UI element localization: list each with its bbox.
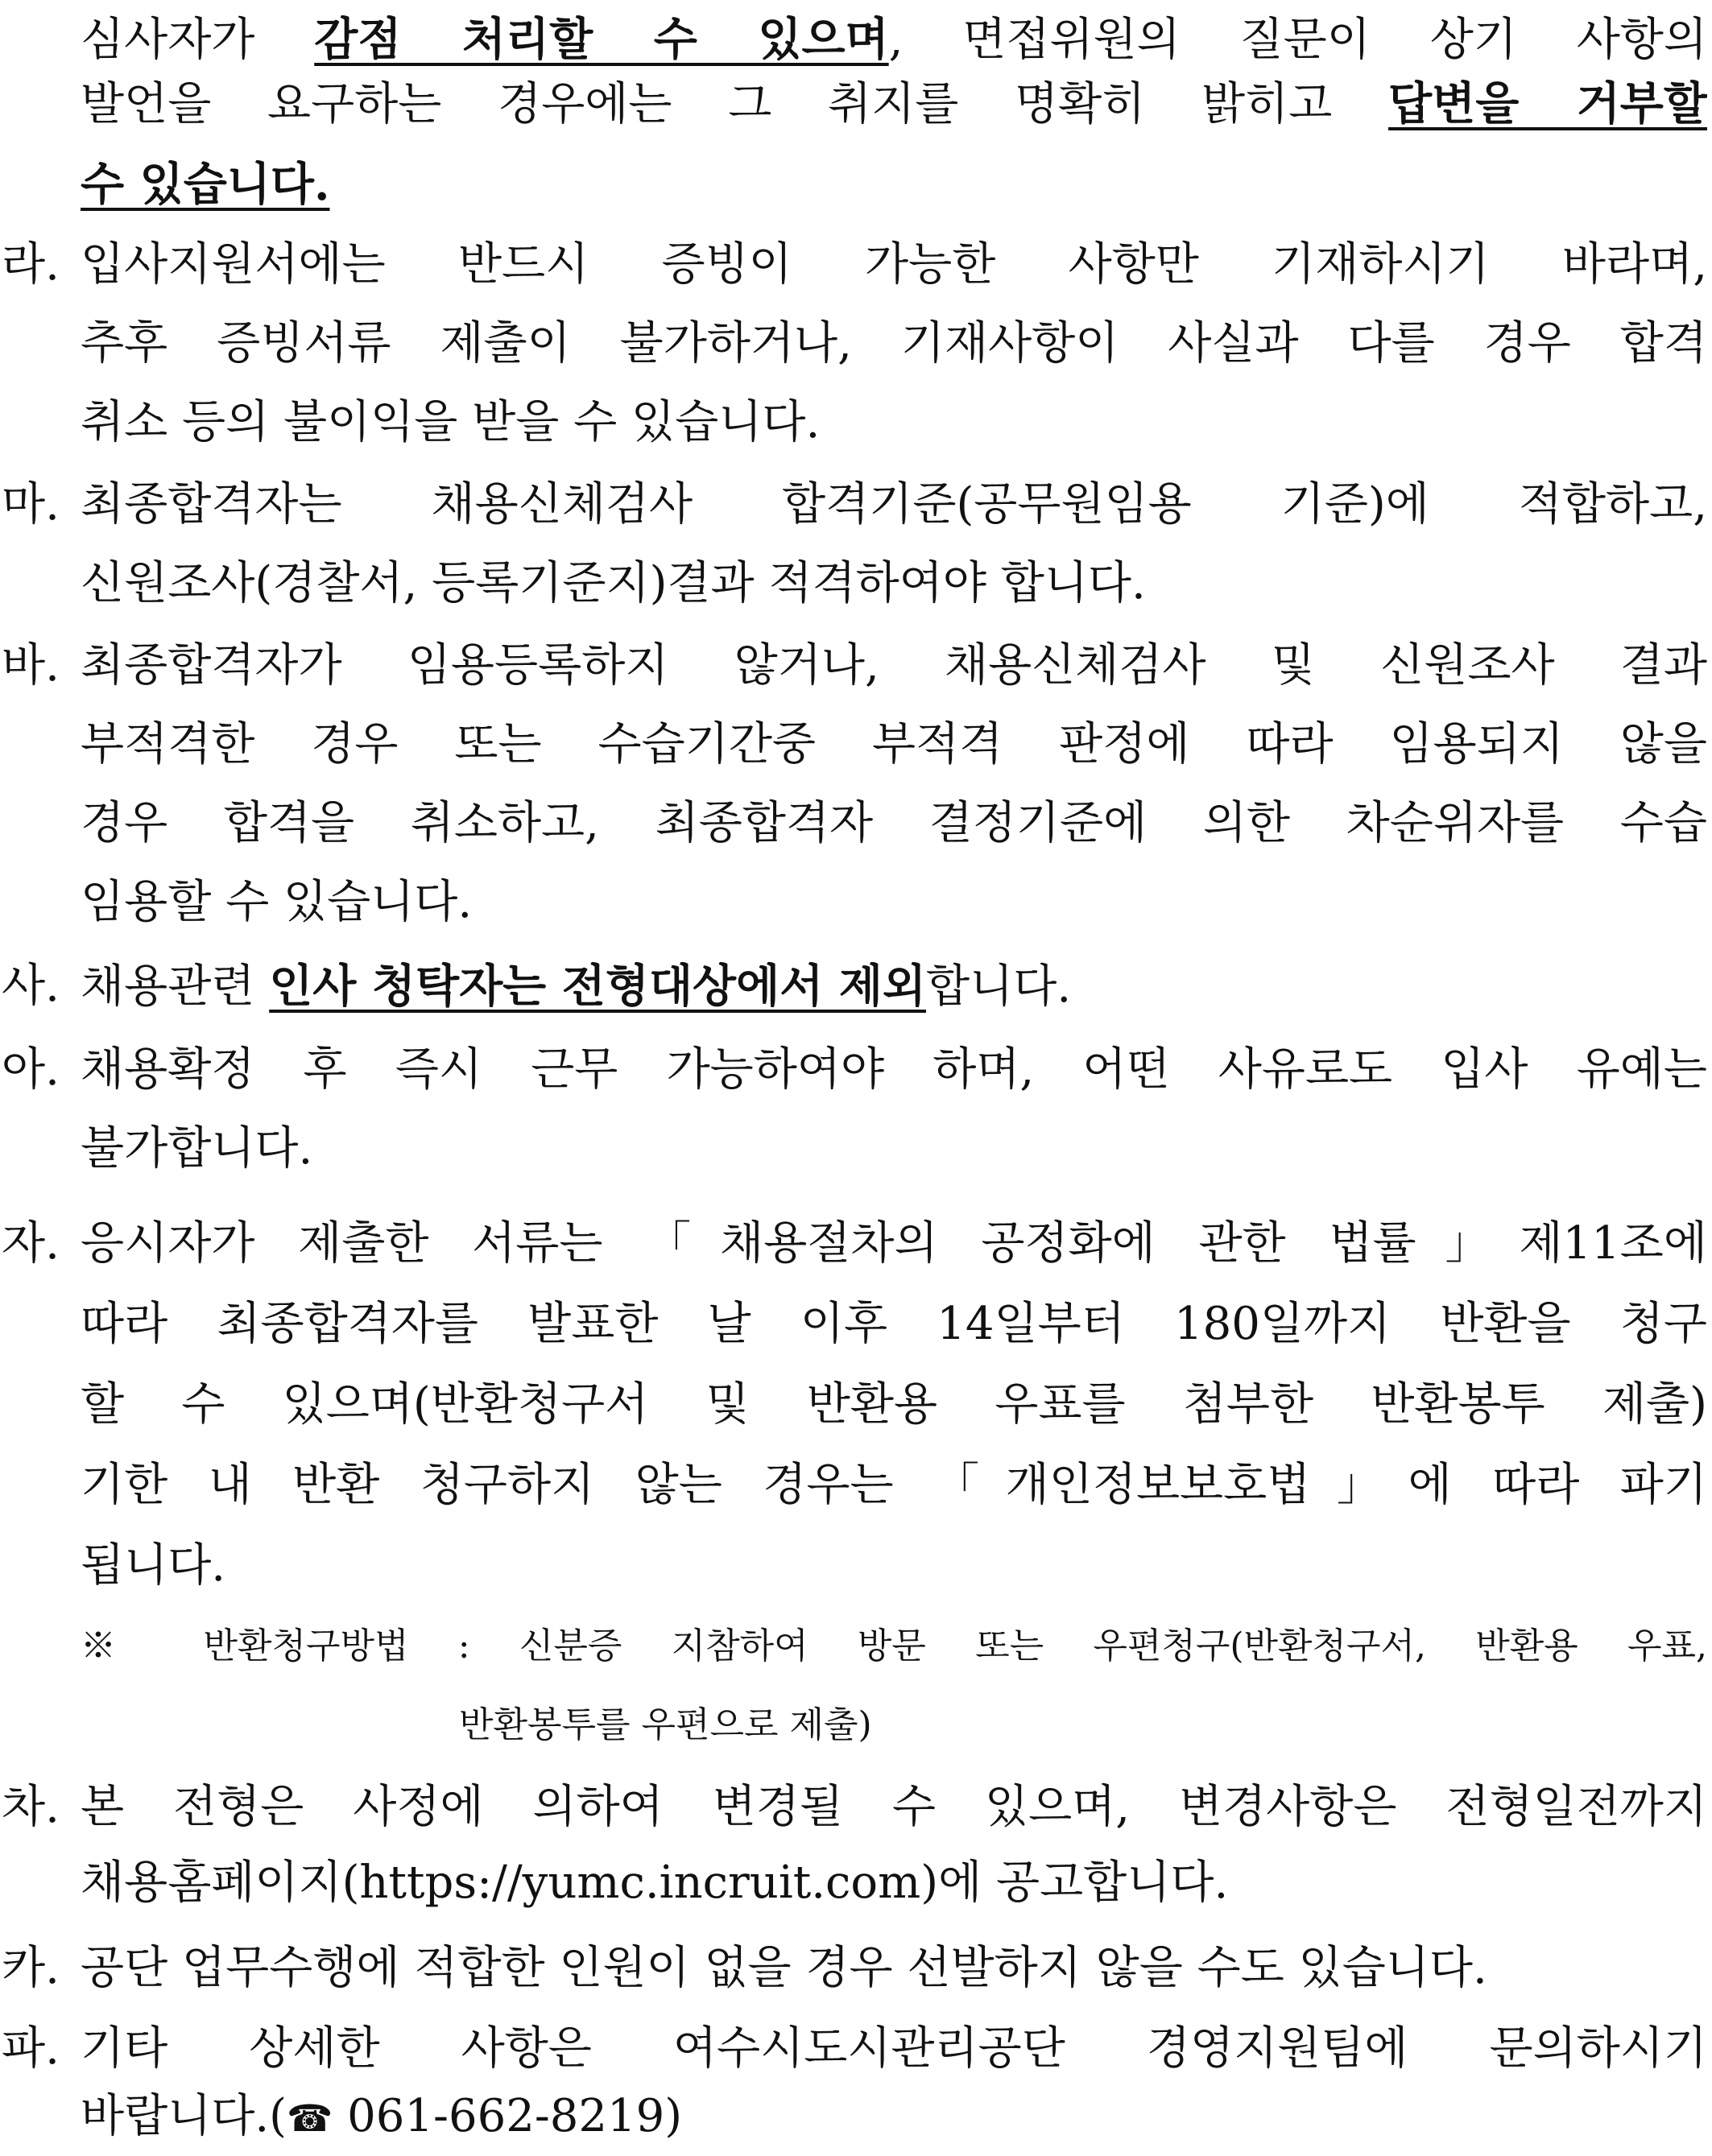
item-ra-line-2: 추후 증빙서류 제출이 불가하거나, 기재사항이 사실과 다를 경우 합격 [81, 317, 1707, 370]
return-method-note-line-1: ※ 반환청구방법 : 신분증 지참하여 방문 또는 우편청구(반환청구서, 반환용 우표, [81, 1625, 1707, 1667]
item-marker-cha: 차. [2, 1781, 60, 1833]
contact-phone-number: 061-662-8219) [333, 2090, 683, 2142]
item-marker-pa: 파. [2, 2022, 60, 2075]
continuation-line-2: 발언을 요구하는 경우에는 그 취지를 명확히 밝히고 답변을 거부할 [81, 77, 1707, 130]
item-ja-line-1: 응시자가 제출한 서류는 「채용절차의 공정화에 관한 법률」제11조에 [81, 1217, 1707, 1270]
item-marker-sa: 사. [2, 960, 60, 1012]
item-pa-line-2: 바랍니다.(☎ 061-662-8219) [81, 2077, 1707, 2156]
item-a-line-1: 채용확정 후 즉시 근무 가능하여야 하며, 어떤 사유로도 입사 유예는 [81, 1043, 1707, 1096]
item-marker-ka: 카. [2, 1942, 60, 1994]
continuation-line-3 [81, 145, 1707, 224]
item-ba-line-1: 최종합격자가 임용등록하지 않거나, 채용신체검사 및 신원조사 결과 [81, 639, 1707, 692]
item-marker-ra: 라. [2, 238, 60, 291]
item-ja-line-2: 따라 최종합격자를 발표한 날 이후 14일부터 180일까지 반환을 청구 [81, 1298, 1707, 1350]
emphasis-solicitation-excluded: 인사 청탁자는 전형대상에서 제외 [269, 960, 927, 1013]
item-ja-line-3: 할 수 있으며(반환청구서 및 반환용 우표를 첨부한 반환봉투 제출) [81, 1378, 1707, 1431]
return-method-note-line-2: 반환봉투를 우편으로 제출) [459, 1704, 872, 1745]
item-marker-ba: 바. [2, 639, 60, 692]
item-ra-line-3: 취소 등의 불이익을 받을 수 있습니다. [81, 396, 821, 448]
item-pa-line-1: 기타 상세한 사항은 여수시도시관리공단 경영지원팀에 문의하시기 [81, 2022, 1707, 2075]
item-ba-line-4: 임용할 수 있습니다. [81, 876, 473, 928]
item-marker-a: 아. [2, 1043, 60, 1096]
emphasis-refuse-answer-end: 수 있습니다. [81, 158, 330, 211]
item-ja-line-5: 됩니다. [81, 1539, 226, 1592]
telephone-icon: ☎ [287, 2096, 333, 2140]
item-ba-line-2: 부적격한 경우 또는 수습기간중 부적격 판정에 따라 임용되지 않을 [81, 718, 1707, 770]
item-ba-line-3: 경우 합격을 취소하고, 최종합격자 결정기준에 의한 차순위자를 수습 [81, 797, 1707, 849]
item-a-line-2: 불가합니다. [81, 1122, 313, 1175]
continuation-line-1: 심사자가 감점 처리할 수 있으며, 면접위원의 질문이 상기 사항의 [81, 13, 1707, 66]
item-cha-line-1: 본 전형은 사정에 의하여 변경될 수 있으며, 변경사항은 전형일전까지 [81, 1781, 1707, 1833]
emphasis-deduction: 감점 처리할 수 있으며 [314, 13, 889, 66]
item-cha-line-2: 채용홈페이지(https://yumc.incruit.com)에 공고합니다. [81, 1857, 1229, 1909]
item-marker-ja: 자. [2, 1217, 60, 1270]
item-sa-line-1: 채용관련 인사 청탁자는 전형대상에서 제외합니다. [81, 960, 1072, 1013]
item-ma-line-1: 최종합격자는 채용신체검사 합격기준(공무원임용 기준)에 적합하고, [81, 478, 1707, 531]
item-ja-line-4: 기한 내 반환 청구하지 않는 경우는 「개인정보보호법」에 따라 파기 [81, 1459, 1707, 1511]
emphasis-refuse-answer: 답변을 거부할 [1388, 77, 1707, 130]
item-ka-line-1: 공단 업무수행에 적합한 인원이 없을 경우 선발하지 않을 수도 있습니다. [81, 1942, 1487, 1994]
item-ma-line-2: 신원조사(경찰서, 등록기준지)결과 적격하여야 합니다. [81, 557, 1146, 609]
item-ra-line-1: 입사지원서에는 반드시 증빙이 가능한 사항만 기재하시기 바라며, [81, 238, 1707, 291]
item-marker-ma: 마. [2, 478, 60, 531]
